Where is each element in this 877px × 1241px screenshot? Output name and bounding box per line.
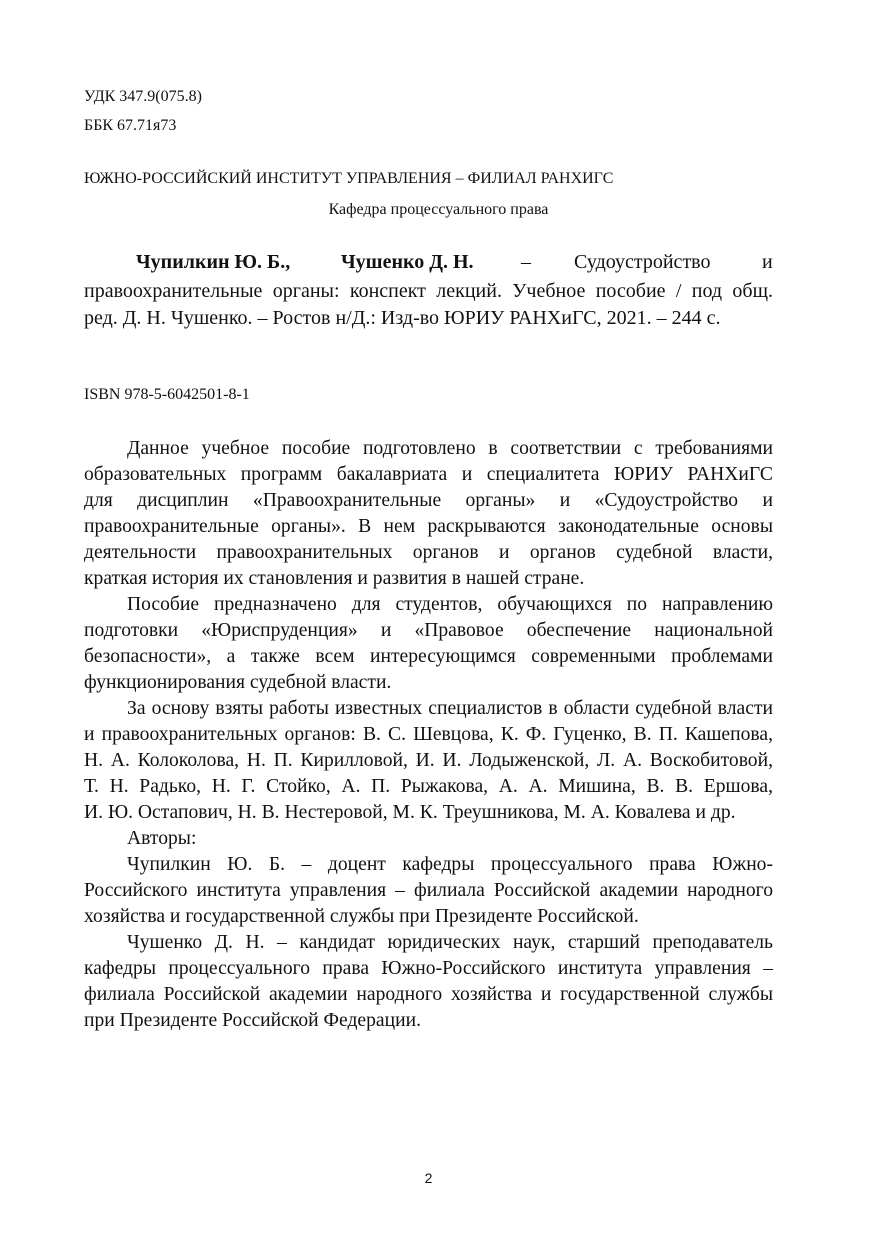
para-3-line: За основу взяты работы известных специалистов в области судебной власти: [127, 698, 773, 719]
citation-author-2: Чушенко Д. Н.: [341, 251, 474, 273]
para-1-line: краткая история их становления и развития в нашей стране.: [84, 568, 585, 589]
citation-title-start: Судоустройство: [574, 251, 711, 273]
para-4-line: Чупилкин Ю. Б. – доцент кафедры процессуального права Южно-: [127, 854, 773, 875]
para-1-line: деятельности правоохранительных органов и органов судебной власти,: [84, 542, 773, 563]
para-1-line: Данное учебное пособие подготовлено в соответствии с требованиями: [127, 438, 773, 459]
department-name: Кафедра процессуального права: [328, 201, 549, 218]
citation-line-3: ред. Д. Н. Чушенко. – Ростов н/Д.: Изд-во ЮРИУ РАНХиГС, 2021. – 244 с.: [84, 307, 721, 329]
page-number: 2: [424, 1170, 433, 1186]
para-3-line: Н. А. Колоколова, Н. П. Кирилловой, И. И. Лодыженской, Л. А. Воскобитовой,: [84, 750, 773, 771]
para-2-line: безопасности», а также всем интересующимся современными проблемами: [84, 646, 773, 667]
para-3-line: и правоохранительных органов: В. С. Шевцова, К. Ф. Гуценко, В. П. Кашепова,: [84, 724, 773, 745]
bbk-code: ББК 67.71я73: [84, 117, 177, 134]
para-4-line: Российского института управления – филиала Российской академии народного: [84, 880, 773, 901]
para-2-line: функционирования судебной власти.: [84, 672, 392, 693]
para-5-line: при Президенте Российской Федерации.: [84, 1010, 421, 1031]
para-3-line: И. Ю. Остапович, Н. В. Нестеровой, М. К. Треушникова, М. А. Ковалева и др.: [84, 802, 736, 823]
para-1-line: правоохранительные органы». В нем раскрываются законодательные основы: [84, 516, 773, 537]
institute-name: ЮЖНО-РОССИЙСКИЙ ИНСТИТУТ УПРАВЛЕНИЯ – ФИЛИАЛ РАНХИГС: [84, 170, 614, 187]
para-5-line: кафедры процессуального права Южно-Российского института управления –: [84, 958, 773, 979]
udk-code: УДК 347.9(075.8): [84, 88, 202, 105]
para-2-line: подготовки «Юриспруденция» и «Правовое обеспечение национальной: [84, 620, 773, 641]
citation-author-1: Чупилкин Ю. Б.,: [136, 251, 291, 273]
para-5-line: Чушенко Д. Н. – кандидат юридических наук, старший преподаватель: [127, 932, 773, 953]
citation-line-2: правоохранительные органы: конспект лекций. Учебное пособие / под общ.: [84, 280, 773, 302]
citation-and: и: [762, 251, 773, 273]
para-1-line: для дисциплин «Правоохранительные органы» и «Судоустройство и: [84, 490, 773, 511]
para-1-line: образовательных программ бакалавриата и специалитета ЮРИУ РАНХиГС: [84, 464, 773, 485]
authors-heading: Авторы:: [127, 828, 197, 849]
isbn: ISBN 978-5-6042501-8-1: [84, 386, 250, 403]
para-2-line: Пособие предназначено для студентов, обучающихся по направлению: [127, 594, 773, 615]
para-4-line: хозяйства и государственной службы при Президенте Российской.: [84, 906, 639, 927]
para-5-line: филиала Российской академии народного хозяйства и государственной службы: [84, 984, 773, 1005]
citation-dash: –: [521, 251, 531, 273]
para-3-line: Т. Н. Радько, Н. Г. Стойко, А. П. Рыжакова, А. А. Мишина, В. В. Ершова,: [84, 776, 773, 797]
